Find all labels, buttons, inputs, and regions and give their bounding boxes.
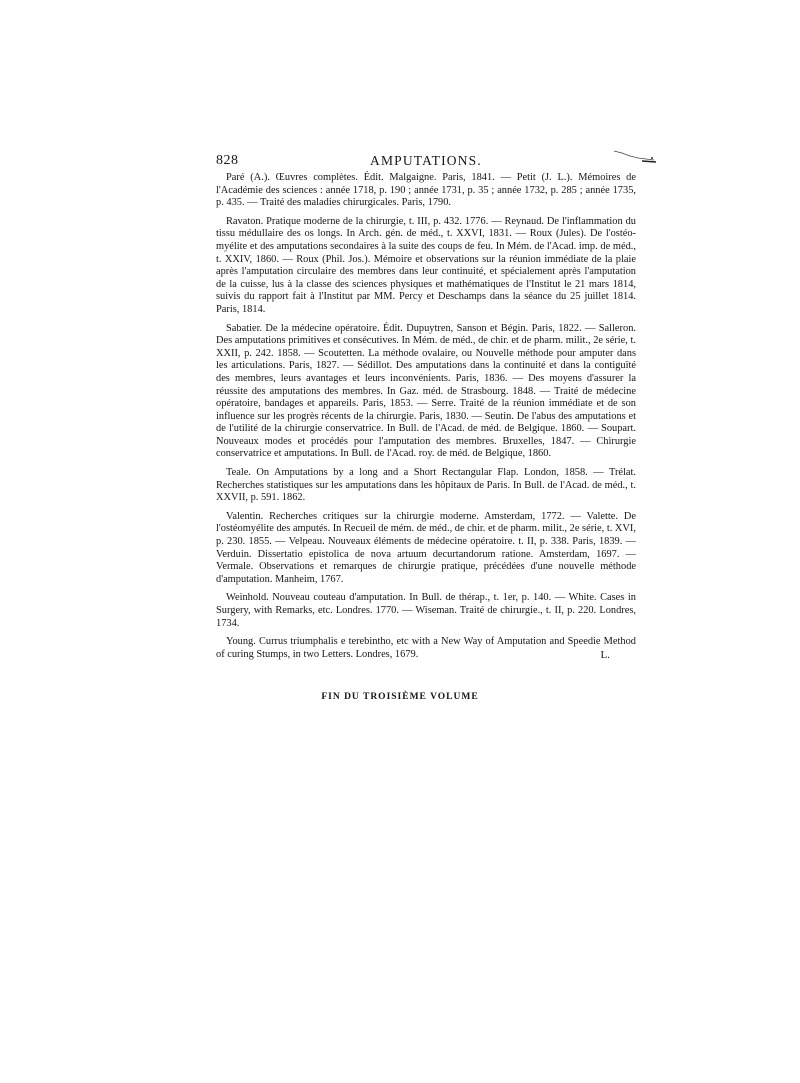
page-number: 828 (216, 153, 239, 168)
bib-entry-sabatier (216, 323, 636, 462)
author-signature: L. (600, 648, 610, 661)
bibliography-list (216, 172, 636, 667)
scan-smudge-mark (612, 147, 658, 165)
bib-entry-teale (216, 467, 636, 505)
bib-entry-text: Ravaton. Pratique moderne de la chirurgie, t. III, p. 432. 1776. — Reynaud. De l'inflammation du tissu médullaire des os longs. In Arch. gén. de méd., t. XXVI, 1831. — Roux (Jules). De l'ostéo-myélite et des amputations secondaires à la suite des coups de feu. In Mém. de l'Acad. imp. de méd., t. XXIV, 1860. — Roux (Phil. Jos.). Mémoire et observations sur la réunion immédiate de la plaie après l'amputation circulaire des membres dans leur continuité, et spécialement après l'amputation de la cuisse, lus à la classe des sciences physiques et mathématiques de l'Institut le 21 mars 1814, suivis du rapport fait à l'Institut par MM. Percy et Deschamps dans la séance du 25 juillet 1814. Paris, 1814. (216, 215, 636, 315)
bib-entry-text: Teale. On Amputations by a long and a Short Rectangular Flap. London, 1858. — Trélat. Recherches statistiques sur les amputations dans les hôpitaux de Paris. In Bull. de l'Acad. de méd., t. XXVII, p. 591. 1862. (216, 467, 636, 504)
bib-entry-valentin (216, 511, 636, 587)
bib-entry-pare (216, 172, 636, 210)
bib-entry-text: Weinhold. Nouveau couteau d'amputation. In Bull. de thérap., t. 1er, p. 140. — White. Cases in Surgery, with Remarks, etc. Londres. 1770. — Wiseman. Traité de chirurgie., t. II, p. 220. Londres, 1734. (216, 592, 636, 629)
bib-entry-text: Young. Currus triumphalis e terebintho, etc with a New Way of Amputation and Speedie Method of curing Stumps, in two Letters. Londres, 1679. (216, 636, 636, 660)
bib-entry-text: Valentin. Recherches critiques sur la chirurgie moderne. Amsterdam, 1772. — Valette. De l'ostéomyélite des amputés. In Recueil de mém. de méd., de chir. et de pharm. milit., 2e série, t. XVI, p. 230. 1855. — Velpeau. Nouveaux éléments de médecine opératoire. t. II, p. 338. Paris, 1839. — Verduin. Dissertatio epistolica de nova artuum decurtandorum ratione. Amsterdam, 1697. — Vermale. Observations et remarques de chirurgie pratique, précédées d'une nouvelle méthode d'amputation. Manheim, 1767. (216, 510, 636, 585)
bib-entry-text: Paré (A.). Œuvres complètes. Édit. Malgaigne. Paris, 1841. — Petit (J. L.). Mémoires de l'Académie des sciences : année 1718, p. 190 ; année 1731, p. 35 ; année 1732, p. 285 ; année 1735, p. 435. — Traité des maladies chirurgicales. Paris, 1790. (216, 172, 636, 209)
bib-entry-weinhold (216, 592, 636, 630)
bib-entry-ravaton (216, 216, 636, 317)
page-header (216, 153, 636, 173)
running-title: AMPUTATIONS. (370, 153, 482, 168)
bib-entry-text: Sabatier. De la médecine opératoire. Édit. Dupuytren, Sanson et Bégin. Paris, 1822. — Salleron. Des amputations primitives et consécutives. In Mém. de méd., de chir. et de pharm. milit., 2e série, t. XXII, p. 242. 1858. — Scoutetten. La méthode ovalaire, ou Nouvelle méthode pour amputer dans les articulations. Paris, 1827. — Sédillot. Des amputations dans la continuité et dans la contiguïté des membres, leurs avantages et leurs inconvénients. Paris, 1836. — Des moyens d'assurer la réussite des amputations des membres. In Gaz. méd. de Strasbourg. 1848. — Traité de médecine opératoire, bandages et appareils. Paris, 1853. — Serre. Traité de la réunion immédiate et de son influence sur les progrès récents de la chirurgie. Paris, 1830. — Seutin. De l'abus des amputations et de l'utilité de la chirurgie conservatrice. In Bull. de l'Acad. de méd. de Belgique. 1860. — Soupart. Nouveaux modes et procédés pour l'amputation des membres. Bruxelles, 1847. — Chirurgie conservatrice et amputations. In Bull. de l'Acad. roy. de méd. de Belgique, 1860. (216, 322, 636, 460)
bib-entry-young (216, 636, 636, 661)
end-of-volume-note: FIN DU TROISIÈME VOLUME (321, 692, 479, 702)
